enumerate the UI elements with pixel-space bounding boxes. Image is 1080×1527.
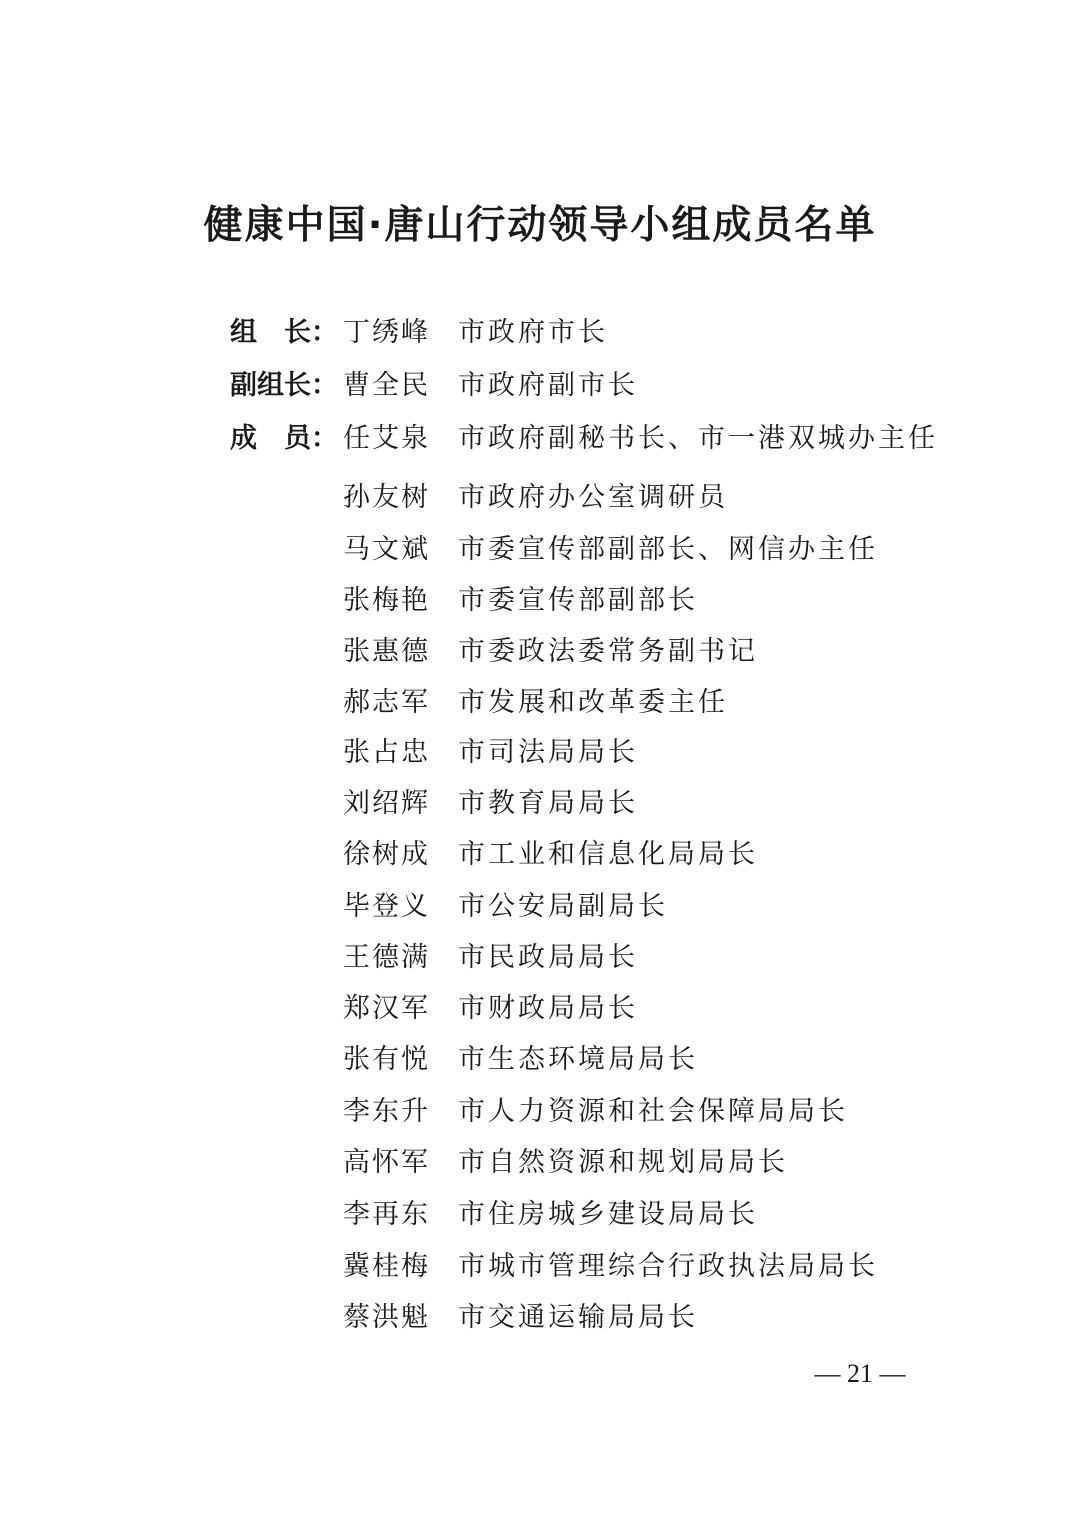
member-name: 刘绍辉 — [343, 788, 430, 819]
member-post: 市城市管理综合行政执法局局长 — [458, 1251, 878, 1282]
member-post: 市委政法委常务副书记 — [458, 636, 758, 667]
member-name: 曹全民 — [343, 370, 430, 401]
member-post: 市政府副市长 — [458, 370, 638, 401]
member-post: 市生态环境局局长 — [458, 1044, 698, 1075]
member-post: 市政府副秘书长、市一港双城办主任 — [458, 423, 938, 454]
member-name: 任艾泉 — [343, 423, 430, 454]
member-post: 市交通运输局局长 — [458, 1302, 698, 1333]
member-name: 王德满 — [343, 942, 430, 973]
member-name: 张占忠 — [343, 737, 430, 768]
member-post: 市工业和信息化局局长 — [458, 839, 758, 870]
member-name: 蔡洪魁 — [343, 1302, 430, 1333]
member-post: 市公安局副局长 — [458, 891, 668, 922]
member-post: 市自然资源和规划局局长 — [458, 1147, 788, 1178]
member-name: 丁绣峰 — [343, 317, 430, 348]
member-name: 孙友树 — [343, 482, 430, 513]
member-role: 成 员： — [230, 423, 338, 454]
member-role: 组 长： — [230, 317, 338, 348]
member-post: 市政府办公室调研员 — [458, 482, 728, 513]
member-post: 市住房城乡建设局局长 — [458, 1199, 758, 1230]
member-name: 李再东 — [343, 1199, 430, 1230]
member-name: 张梅艳 — [343, 585, 430, 616]
member-name: 马文斌 — [343, 534, 430, 565]
member-name: 高怀军 — [343, 1147, 430, 1178]
member-name: 郝志军 — [343, 687, 430, 718]
member-post: 市发展和改革委主任 — [458, 687, 728, 718]
member-name: 李东升 — [343, 1096, 430, 1127]
member-name: 郑汉军 — [343, 993, 430, 1024]
member-post: 市民政局局长 — [458, 942, 638, 973]
page-number: — 21 — — [814, 1359, 906, 1388]
member-post: 市教育局局长 — [458, 788, 638, 819]
member-role: 副组长： — [230, 370, 338, 401]
member-post: 市司法局局长 — [458, 737, 638, 768]
member-post: 市人力资源和社会保障局局长 — [458, 1096, 848, 1127]
member-name: 冀桂梅 — [343, 1251, 430, 1282]
member-name: 张有悦 — [343, 1044, 430, 1075]
member-name: 徐树成 — [343, 839, 430, 870]
member-name: 毕登义 — [343, 891, 430, 922]
document-title: 健康中国·唐山行动领导小组成员名单 — [203, 203, 877, 248]
member-name: 张惠德 — [343, 636, 430, 667]
member-post: 市委宣传部副部长 — [458, 585, 698, 616]
member-post: 市委宣传部副部长、网信办主任 — [458, 534, 878, 565]
member-post: 市财政局局长 — [458, 993, 638, 1024]
member-post: 市政府市长 — [458, 317, 608, 348]
